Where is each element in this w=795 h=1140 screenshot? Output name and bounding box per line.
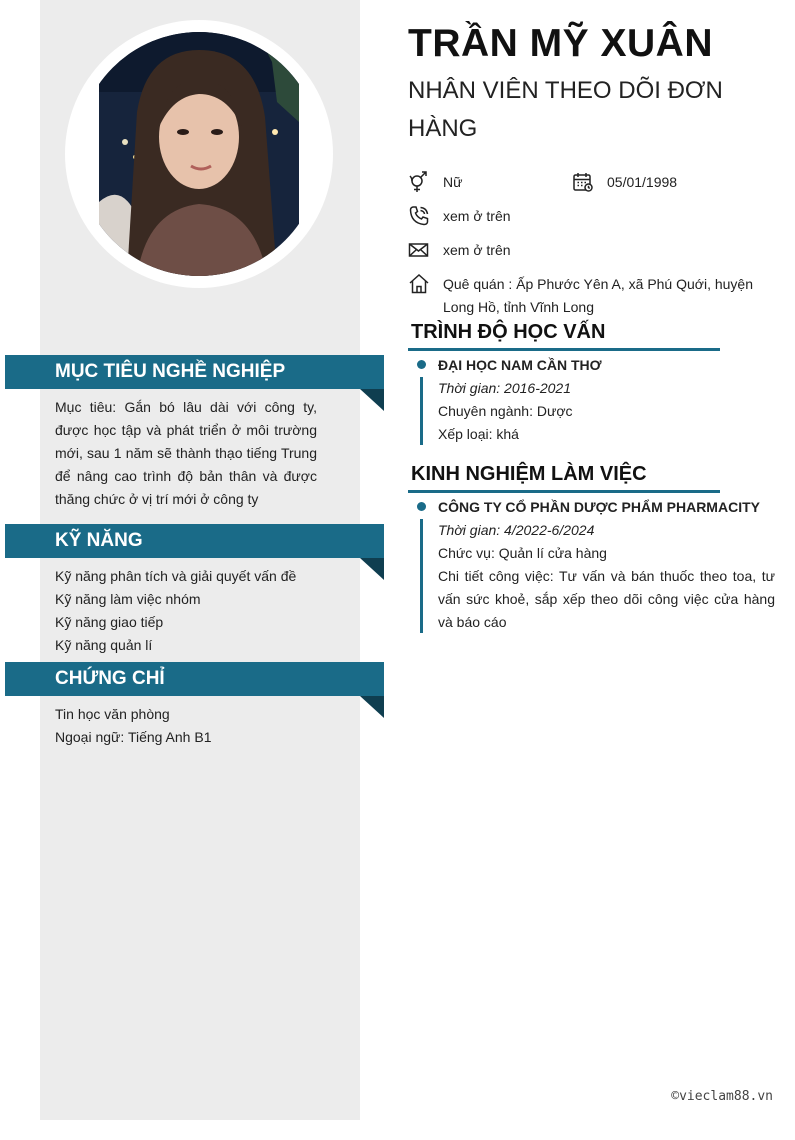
home-icon	[408, 273, 430, 295]
email-value: xem ở trên	[443, 242, 511, 258]
certificate-item: Ngoại ngữ: Tiếng Anh B1	[55, 729, 212, 745]
timeline-dot	[417, 360, 426, 369]
skill-item: Kỹ năng phân tích và giải quyết vấn đề	[55, 568, 297, 584]
gender-row	[408, 171, 462, 194]
experience-heading: KINH NGHIỆM LÀM VIỆC	[411, 463, 647, 485]
timeline-line	[420, 377, 423, 445]
education-major: Chuyên ngành: Dược	[438, 403, 573, 419]
dob-value: 05/01/1998	[607, 174, 678, 190]
certificates-list	[55, 703, 317, 749]
certificates-heading-fold	[360, 696, 384, 718]
address-value: Quê quán : Ấp Phước Yên A, xã Phú Quới, huyện Long Hồ, tỉnh Vĩnh Long	[443, 276, 754, 315]
school-name: ĐẠI HỌC NAM CẦN THƠ	[438, 357, 602, 373]
education-heading: TRÌNH ĐỘ HỌC VẤN	[411, 321, 606, 343]
objective-heading: MỤC TIÊU NGHỀ NGHIỆP	[5, 355, 384, 389]
objective-text: Mục tiêu: Gắn bó lâu dài với công ty, được học tập và phát triển ở môi trường mới, sau 1 năm sẽ thành thạo tiếng Trung để nâng cao trình độ bản thân và được thăng chức ở vị trí mới ở công ty	[55, 399, 317, 507]
skill-item: Kỹ năng làm việc nhóm	[55, 591, 201, 607]
gender-icon	[408, 171, 430, 193]
timeline-line	[420, 519, 423, 633]
experience-entry	[420, 497, 775, 634]
job-title: NHÂN VIÊN THEO DÕI ĐƠN HÀNG	[408, 77, 723, 142]
skills-list	[55, 565, 317, 657]
candidate-name: TRẦN MỸ XUÂN	[408, 22, 713, 65]
experience-position: Chức vụ: Quản lí cửa hàng	[438, 545, 607, 561]
timeline-dot	[417, 502, 426, 511]
certificate-item: Tin học văn phòng	[55, 706, 170, 722]
experience-time: Thời gian: 4/2022-6/2024	[438, 522, 595, 538]
address-row	[408, 273, 776, 319]
education-entry	[420, 355, 775, 446]
education-section-heading	[408, 318, 720, 351]
phone-value: xem ở trên	[443, 208, 511, 224]
skills-heading: KỸ NĂNG	[5, 524, 384, 558]
avatar-frame	[65, 20, 333, 288]
calendar-icon	[572, 171, 594, 193]
education-time: Thời gian: 2016-2021	[438, 380, 571, 396]
skill-item: Kỹ năng quản lí	[55, 637, 153, 653]
certificates-heading: CHỨNG CHỈ	[5, 662, 384, 696]
skills-heading-fold	[360, 558, 384, 580]
skill-item: Kỹ năng giao tiếp	[55, 614, 164, 630]
email-row	[408, 239, 511, 262]
mail-icon	[408, 239, 430, 261]
experience-heading-bar	[408, 490, 720, 493]
gender-value: Nữ	[443, 174, 463, 190]
education-rank: Xếp loại: khá	[438, 426, 519, 442]
avatar	[77, 32, 321, 276]
company-name: CÔNG TY CỔ PHẦN DƯỢC PHẨM PHARMACITY	[438, 499, 760, 515]
objective-heading-fold	[360, 389, 384, 411]
footer-watermark: ©vieclam88.vn	[671, 1089, 773, 1104]
education-heading-bar	[408, 348, 720, 351]
phone-icon	[408, 205, 430, 227]
experience-details: Chi tiết công việc: Tư vấn và bán thuốc theo toa, tư vấn sức khoẻ, sắp xếp theo dõi công việc cửa hàng và báo cáo	[438, 568, 775, 630]
phone-row	[408, 205, 511, 228]
dob-row	[572, 171, 677, 194]
experience-section-heading	[408, 460, 720, 493]
